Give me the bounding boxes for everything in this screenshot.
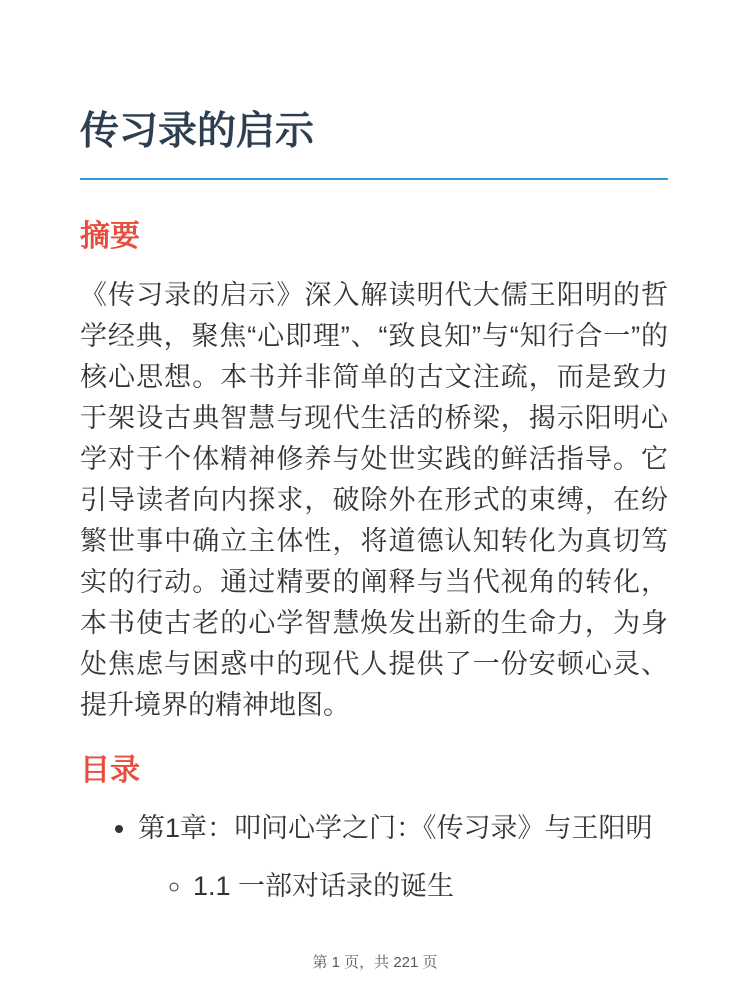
toc-list xyxy=(80,808,668,906)
page-title: 传习录的启示 xyxy=(80,108,668,180)
toc-item-label: 第1章：叩问心学之门：《传习录》与王阳明 xyxy=(138,812,653,843)
toc-sublist-chapter-1 xyxy=(138,866,668,906)
abstract-heading: 摘要 xyxy=(80,219,140,253)
toc-subitem-label: 1.1 一部对话录的诞生 xyxy=(193,870,455,901)
document-content xyxy=(0,108,750,906)
abstract-text: 《传习录的启示》深入解读明代大儒王阳明的哲学经典，聚焦“心即理”、“致良知”与“知行合一”的核心思想。本书并非简单的古文注疏，而是致力于架设古典智慧与现代生活的桥梁，揭示阳明心学对于个体精神修养与处世实践的鲜活指导。它引导读者向内探求，破除外在形式的束缚，在纷繁世事中确立主体性，将道德认知转化为真切笃实的行动。通过精要的阐释与当代视角的转化，本书使古老的心学智慧焕发出新的生命力，为身处焦虑与困惑中的现代人提供了一份安顿心灵、提升境界的精神地图。 xyxy=(80,280,668,721)
toc-item-chapter-1 xyxy=(138,808,668,906)
page-indicator: 第 1 页，共 221 页 xyxy=(312,954,438,971)
toc-item-section-1-1 xyxy=(193,866,668,906)
toc-heading: 目录 xyxy=(80,754,140,788)
